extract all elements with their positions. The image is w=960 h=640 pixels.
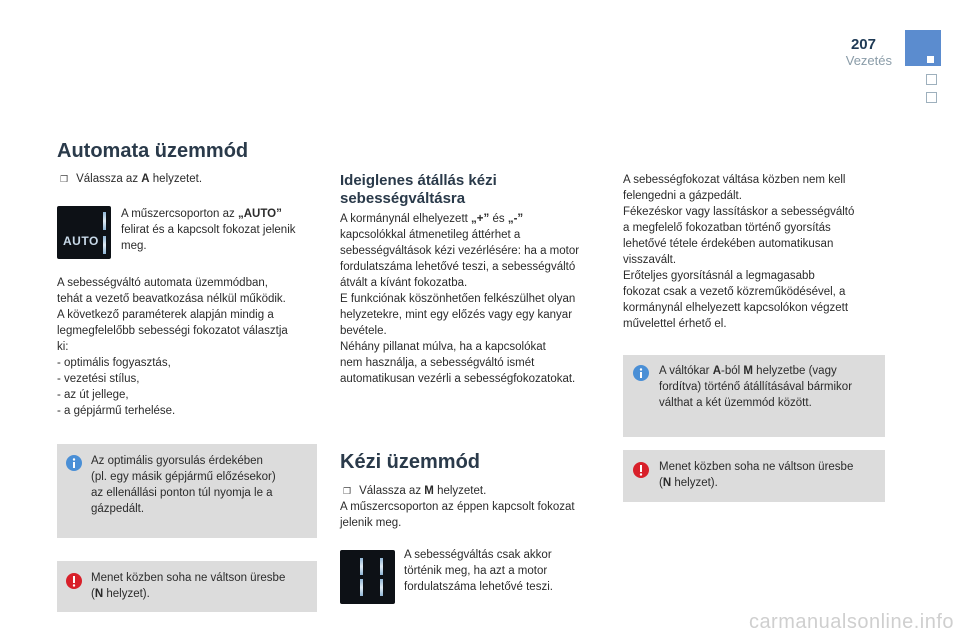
- section-heading-temporary-manual: Ideiglenes átállás kézi sebességváltásra: [340, 172, 497, 207]
- info-box-mode-switch: [623, 355, 885, 437]
- auto-description: A sebességváltó automata üzemmódban, tehát a vezető beavatkozása nélkül működik. A következő paraméterek alapján mindig a legmegfelelőbb sebességi fokozatot választja ki: - optimális fogyasztás, - vezetési stílus, - az út jellege, - a gépjármű terhelése.: [57, 277, 288, 417]
- square-icon: [927, 56, 934, 63]
- page-title: Automata üzemmód: [57, 140, 249, 162]
- auto-display-text: AUTO: [63, 234, 99, 248]
- list-item: - optimális fogyasztás,: [57, 357, 171, 369]
- auto-display-note: A műszercsoporton az „AUTO” felirat és a kapcsolt fokozat jelenik meg.: [121, 208, 296, 252]
- checkbox-icon: ❒: [60, 174, 69, 184]
- info-icon: [633, 365, 649, 381]
- warning-text: Menet közben soha ne váltson üresbe (N helyzet).: [659, 461, 854, 489]
- info-box-acceleration: [57, 444, 317, 538]
- select-m-instruction: ❒ Válassza az M helyzetet.: [343, 485, 487, 497]
- temporary-manual-description: A kormánynál elhelyezett „+” és „-” kapcsolókkal átmenetileg áttérhet a sebességváltások kézi vezérlésére: ha a motor fordulatszáma lehetővé teszi, a sebességváltó átvált a kívánt fokozatba. E funkciónak köszönhetően felkészülhet olyan helyzetekre, mint egy előzés vagy egy kanyar bevétele. Néhány pillanat múlva, ha a kapcsolókat nem használja, a sebességváltó ismét automatikusan vezérli a sebességfokozatokat.: [340, 213, 580, 385]
- warning-box-neutral: [623, 450, 885, 502]
- warning-text: Menet közben soha ne váltson üresbe (N helyzet).: [91, 572, 286, 600]
- section-title: Vezetés: [845, 53, 892, 68]
- info-icon: [66, 455, 82, 471]
- chapter-tab-active[interactable]: [905, 30, 941, 66]
- warning-icon: [66, 573, 82, 589]
- checkbox-icon: ❒: [343, 486, 352, 496]
- list-item: - az út jellege,: [57, 389, 129, 401]
- chapter-tab[interactable]: [926, 74, 937, 85]
- manual-display-image: [340, 550, 395, 604]
- info-text: A váltókar A-ból M helyzetbe (vagy fordítva) történő átállításával bármikor válthat a két üzemmód között.: [659, 365, 853, 409]
- info-text: Az optimális gyorsulás érdekében (pl. egy másik gépjármű előzésekor) az ellenállási ponton túl nyomja le a gázpedált.: [91, 455, 276, 515]
- warning-icon: [633, 462, 649, 478]
- list-item: - a gépjármű terhelése.: [57, 405, 176, 417]
- manual-display-description: A műszercsoporton az éppen kapcsolt fokozat jelenik meg.: [340, 501, 575, 529]
- page-number: 207: [850, 36, 876, 53]
- watermark: carmanualsonline.info: [748, 611, 954, 633]
- chapter-tab[interactable]: [926, 92, 937, 103]
- select-a-instruction: ❒ Válassza az A helyzetet.: [60, 173, 203, 185]
- manual-display-note: A sebességváltás csak akkor történik meg, ha azt a motor fordulatszáma lehetővé teszi.: [404, 549, 553, 593]
- section-heading-manual: Kézi üzemmód: [340, 451, 481, 473]
- warning-box-neutral: [57, 561, 317, 612]
- gear-shift-description: A sebességfokozat váltása közben nem kell felengedni a gázpedált. Fékezéskor vagy lassításkor a sebességváltó a megfelelő fokozatban történő gyorsítás lehetővé tétele érdekében automatikusan visszavált. Erőteljes gyorsításnál a legmagasabb fokozat csak a vezető közreműködésével, a kormánynál elhelyezett kapcsolókon végzett művelettel érhető el.: [623, 174, 855, 330]
- list-item: - vezetési stílus,: [57, 373, 140, 385]
- auto-display-image: [57, 206, 111, 259]
